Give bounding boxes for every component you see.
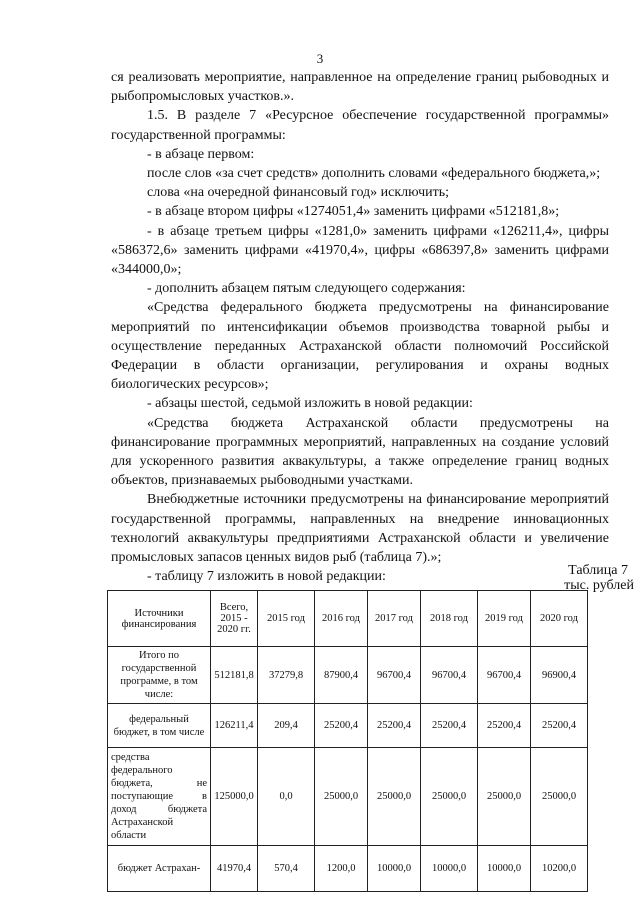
table-cell: 96700,4 — [478, 647, 531, 704]
table-row — [108, 647, 588, 704]
table-header-cell: 2016 год — [315, 591, 368, 647]
paragraph-4: после слов «за счет средств» дополнить словами «федерального бюджета,»; — [147, 166, 601, 182]
table-cell: 125000,0 — [211, 748, 258, 846]
table-header-cell: Всего, 2015 - 2020 гг. — [211, 591, 258, 647]
table-cell: 0,0 — [258, 748, 315, 846]
table-row — [108, 748, 588, 846]
paragraph-5: слова «на очередной финансовый год» исключить; — [147, 185, 450, 201]
page-number: 3 — [316, 51, 324, 66]
table-cell: бюджет Астрахан- — [108, 846, 211, 892]
paragraph-1: ся реализовать мероприятие, направленное на определение границ рыбоводных и рыбопромысловых участков.». — [111, 70, 609, 105]
table-caption: Таблица 7 — [568, 563, 628, 578]
table-cell: 41970,4 — [211, 846, 258, 892]
table-cell: 512181,8 — [211, 647, 258, 704]
document-body — [111, 68, 609, 586]
paragraph-11: «Средства бюджета Астраханской области предусмотрены на финансирование программных мероприятий, направленных на создание условий для ускоренного развития аквакультуры, а также определение границ водных объектов, признаваемых рыбоводными участками. — [111, 415, 609, 489]
table-header-cell: 2019 год — [478, 591, 531, 647]
table-cell: 10200,0 — [531, 846, 588, 892]
table-cell: 209,4 — [258, 704, 315, 748]
table-header-cell: 2017 год — [368, 591, 421, 647]
table-cell: 570,4 — [258, 846, 315, 892]
paragraph-7: - в абзаце третьем цифры «1281,0» заменить цифрами «126211,4», цифры «586372,6» заменить цифрами «41970,4», цифры «686397,8» заменить цифрами «344000,0»; — [111, 223, 609, 278]
table-cell: Итого по государственной программе, в том числе: — [108, 647, 211, 704]
table-header-cell: Источники финансирования — [108, 591, 211, 647]
table-row — [108, 704, 588, 748]
table-cell: 96900,4 — [531, 647, 588, 704]
table-cell: 10000,0 — [478, 846, 531, 892]
table-header-cell: 2020 год — [531, 591, 588, 647]
table-cell: 25000,0 — [315, 748, 368, 846]
resource-table — [107, 590, 588, 892]
table-cell: 10000,0 — [368, 846, 421, 892]
table-cell: 25200,4 — [478, 704, 531, 748]
table-header-cell: 2018 год — [421, 591, 478, 647]
paragraph-3: - в абзаце первом: — [147, 146, 255, 162]
table-cell: 37279,8 — [258, 647, 315, 704]
paragraph-10: - абзацы шестой, седьмой изложить в новой редакции: — [147, 396, 473, 412]
table-cell: 25200,4 — [315, 704, 368, 748]
table-cell: 25200,4 — [531, 704, 588, 748]
paragraph-9: «Средства федерального бюджета предусмотрены на финансирование мероприятий по интенсификации объемов производства товарной рыбы и осуществление переданных Астраханской области полномочий Российской Федерации в области организации, регулирования и охраны водных биологических ресурсов»; — [111, 300, 609, 393]
table-cell: 126211,4 — [211, 704, 258, 748]
table-cell: 25000,0 — [478, 748, 531, 846]
paragraph-8: - дополнить абзацем пятым следующего содержания: — [147, 281, 466, 297]
table-cell: 25200,4 — [368, 704, 421, 748]
table-cell: 25000,0 — [421, 748, 478, 846]
table-header-cell: 2015 год — [258, 591, 315, 647]
paragraph-2: 1.5. В разделе 7 «Ресурсное обеспечение государственной программы» государственной программы: — [111, 108, 609, 143]
table-cell: 25200,4 — [421, 704, 478, 748]
table-header-row — [108, 591, 588, 647]
table-cell: федеральный бюджет, в том числе — [108, 704, 211, 748]
table-cell: 25000,0 — [531, 748, 588, 846]
table-cell: 1200,0 — [315, 846, 368, 892]
table-units: тыс. рублей — [564, 578, 634, 593]
table-cell: 25000,0 — [368, 748, 421, 846]
table-cell: 10000,0 — [421, 846, 478, 892]
table-row — [108, 846, 588, 892]
paragraph-12: Внебюджетные источники предусмотрены на финансирование мероприятий государственной программы, направленных на внедрение инновационных технологий аквакультуры предприятиями Астраханской области и увеличение промысловых запасов ценных видов рыб (таблица 7).»; — [111, 492, 609, 566]
table-cell: 96700,4 — [368, 647, 421, 704]
table-cell: средства федерального бюджета, не поступающие в доход бюджета Астраханской области — [108, 748, 211, 846]
table-cell: 87900,4 — [315, 647, 368, 704]
paragraph-6: - в абзаце втором цифры «1274051,4» заменить цифрами «512181,8»; — [147, 204, 560, 220]
paragraph-13: - таблицу 7 изложить в новой редакции: — [147, 569, 386, 585]
table-cell: 96700,4 — [421, 647, 478, 704]
